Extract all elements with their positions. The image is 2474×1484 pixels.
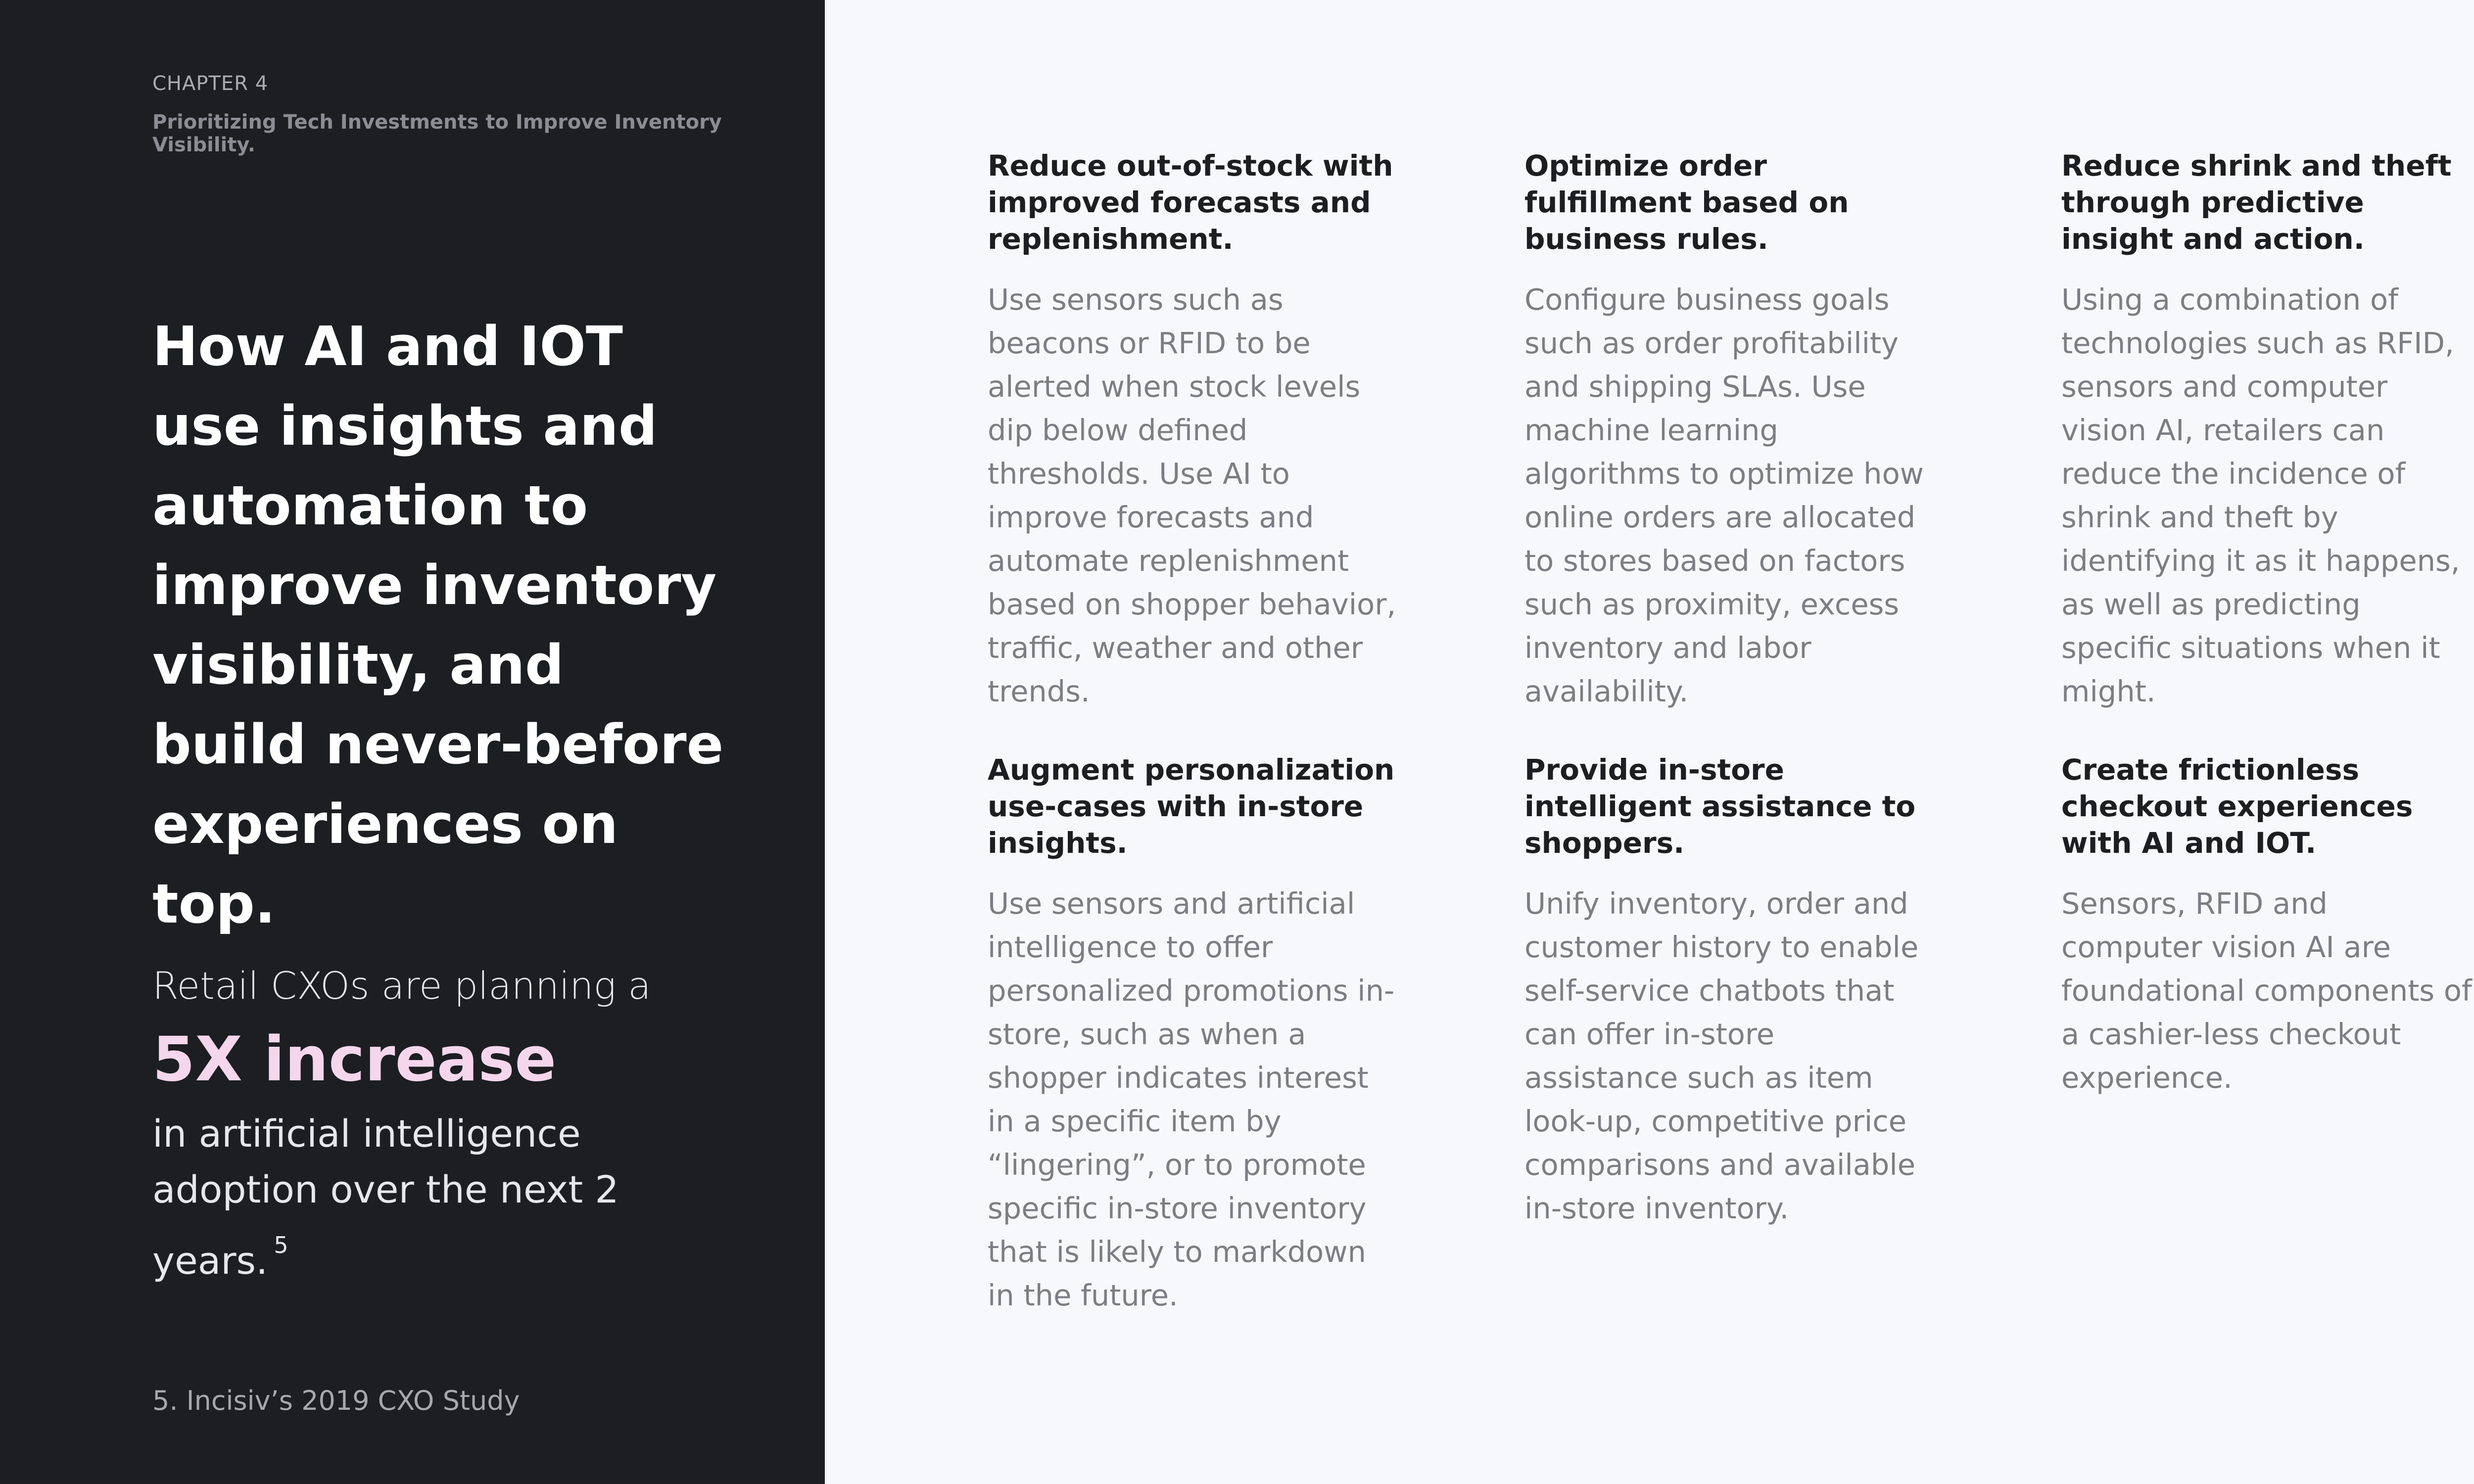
- card-body: Sensors, RFID and computer vision AI are foundational components of a cashier-less checkout experience.: [2061, 886, 2472, 1095]
- card-reduce-out-of-stock: [988, 147, 1398, 713]
- card-instore-assistance: [1524, 751, 1935, 1230]
- card-optimize-fulfillment: [1524, 147, 1935, 713]
- footnote: 5. Incisiv’s 2019 CXO Study: [152, 1385, 520, 1416]
- card-personalization: [988, 751, 1398, 1317]
- card-body: Unify inventory, order and customer history to enable self-service chatbots that can offer in-store assistance such as item look-up, competitive price comparisons and available in-store inventory.: [1524, 886, 1919, 1225]
- stat-outro-text: in artificial intelligence adoption over the next 2 years.: [152, 1112, 619, 1283]
- card-title: Reduce out-of-stock with improved forecasts and replenishment.: [988, 149, 1393, 256]
- card-title: Provide in-store intelligent assistance to shoppers.: [1524, 753, 1916, 860]
- card-body: Use sensors such as beacons or RFID to be alerted when stock levels dip below defined thresholds. Use AI to improve forecasts and automate replenishment based on shopper behavior, traffic, weather and other trends.: [988, 282, 1396, 708]
- stat-intro: Retail CXOs are planning a: [152, 964, 651, 1008]
- stat-outro: [152, 1106, 736, 1289]
- card-frictionless-checkout: [2061, 751, 2472, 1100]
- card-body: Use sensors and artificial intelligence to offer personalized promotions in-store, such as when a shopper indicates interest in a specific item by “lingering”, or to promote specific in-store inventory that is likely to markdown in the future.: [988, 886, 1395, 1312]
- headline: How AI and IOT use insights and automation to improve inventory visibility, and build never-before experiences on top.: [152, 315, 724, 935]
- card-body: Using a combination of technologies such as RFID, sensors and computer vision AI, retailers can reduce the incidence of shrink and theft by identifying it as it happens, as well as predicting specific situations when it might.: [2061, 282, 2460, 708]
- stat-highlight: 5X increase: [152, 1024, 557, 1095]
- card-title: Optimize order fulfillment based on business rules.: [1524, 149, 1849, 256]
- left-panel: [0, 0, 825, 1484]
- chapter-title: Prioritizing Tech Investments to Improve Inventory Visibility.: [152, 111, 722, 156]
- card-body: Configure business goals such as order profitability and shipping SLAs. Use machine learning algorithms to optimize how online orders are allocated to stores based on factors such as proximity, excess inventory and labor availability.: [1524, 282, 1924, 708]
- card-title: Reduce shrink and theft through predictive insight and action.: [2061, 149, 2452, 256]
- chapter-label: CHAPTER 4: [152, 72, 269, 95]
- card-reduce-shrink: [2061, 147, 2472, 713]
- card-title: Create frictionless checkout experiences with AI and IOT.: [2061, 753, 2413, 860]
- footnote-ref: 5: [274, 1232, 288, 1258]
- card-title: Augment personalization use-cases with in-store insights.: [988, 753, 1395, 860]
